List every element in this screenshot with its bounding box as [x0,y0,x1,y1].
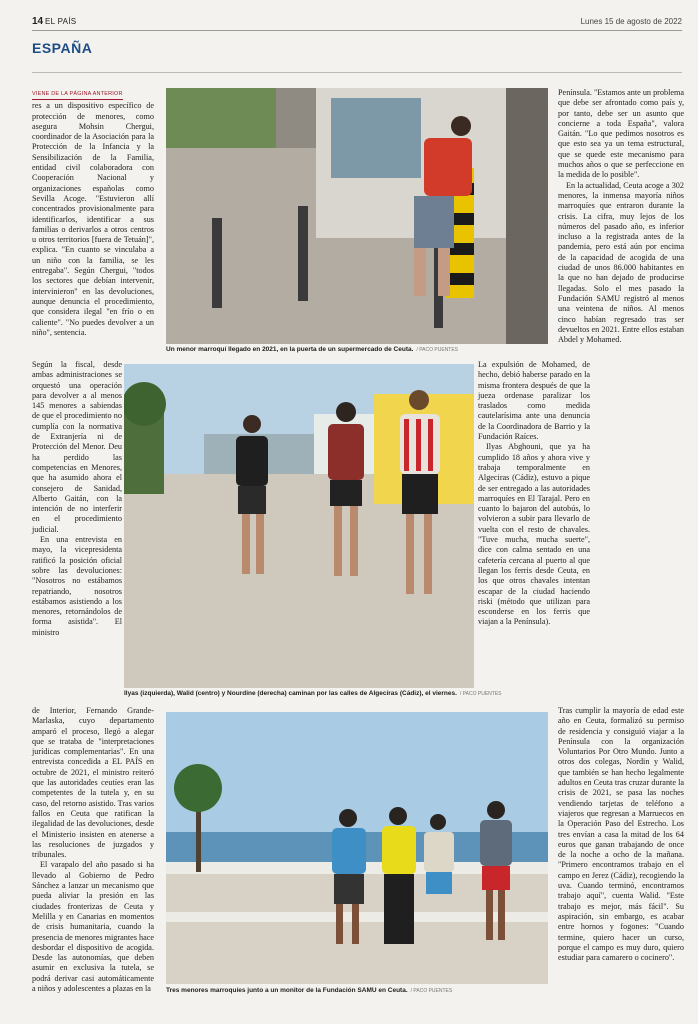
paragraph: Según la fiscal, desde ambas administraciones se orquestó una operación para devolver a al menos 145 menores a sabiendas de que el procedimiento no cumplía con la normativa de Extranjería ni de Protección del Menor. Deu ha perdido las competencias en Menores, que ha asumido ahora el consejero de Sanidad, Alberto Gaitán, con la intención de no interferir en el procedimiento judicial. [32,360,122,534]
photo-caption: Ilyas (izquierda), Walid (centro) y Nourdine (derecha) caminan por las calles de Algeciras (Cádiz), el viernes. / PACO PUENTES [124,690,502,697]
left-column-top [32,88,154,338]
left-column-mid [32,360,122,638]
page-header [32,14,682,30]
paragraph: En la actualidad, Ceuta acoge a 302 menores, la inmensa mayoría niños marroquíes que entraron durante la crisis. La cifra, muy lejos de los números del pasado año, es inferior incluso a la registrada antes de la pandemia, pero está aún por encima de la capacidad de acogida de una ciudad de unos 86.000 habitantes en la que no han dejado de producirse llegadas. Solo el mes pasado la Fundación SAMU registró al menos una veintena de niños. Al menos cinco habían regresado tras ser devueltos en 2021. Entre ellos estaban Abdel y Mohamed. [558,180,684,345]
section-rule [32,72,682,73]
paragraph: res a un dispositivo específico de protección de menores, como asegura Mohsin Chergui, coordinador de la Asociación para la Protección de la Infancia y la Sensibilización de la Familia, entidad civil colaboradora con Cooperación Nacional y organizaciones españolas como Sevilla Acoge. "Estuvieron allí concentrados provisionalmente para identificarlos, identificar a sus familias o derivarlos a otros centros u otros territorios [fuera de Tetuán]", explica. "En cuanto se vinculaba a un niño con la familia, se les entregaba". Según Chergui, "todos los sectores que debían intervenir, intervinieron" en las devoluciones, aunque denuncia el procedimiento, que considera ilegal "en frío o en caliente". "No puedes devolver a un niño", sentencia. [32,101,154,337]
paragraph: de Interior, Fernando Grande-Marlaska, cuyo departamento amparó el proceso, llegó a alegar que se trataba de "interpretaciones jurídicas complementarias". En una entrevista concedida a EL PAÍS en octubre de 2021, el ministro reiteró que las autoridades ceutíes eran las competentes de la tutela y, en su caso, del retorno asistido. Tras varios fallos en Ceuta que ratifican la ilegalidad de las devoluciones, desde el Ministerio insisten en atenerse a las resoluciones de juzgados y tribunales. [32,706,154,860]
right-column-mid [478,360,590,628]
photo-supermarket [166,88,548,344]
page-number: 14 [32,16,44,27]
kicker: VIENE DE LA PÁGINA ANTERIOR [32,89,123,100]
right-column-bottom [558,706,684,963]
section-title: ESPAÑA [32,40,93,56]
photo-algeciras [124,364,474,688]
paragraph: El varapalo del año pasado si ha llevado al Gobierno de Pedro Sánchez a lanzar un mecanismo que pueda aliviar la presión en las ciudades fronterizas de Ceuta y Melilla y en Canarias en momentos de crisis humanitaria, cuando la presencia de menores migrantes hace desbordar el dispositivo de acogida. Desde las autonomías, que deben asumir en exclusiva la tutela, se podrá derivar casi automáticamente a niños y adolescentes a plazas en la [32,860,154,994]
paragraph: Ilyas Abghouni, que ya ha cumplido 18 años y ahora vive y trabaja temporalmente en Algeciras (Cádiz), estuvo a pique de ser entregado a las autoridades marroquíes en El Tarajal. Pero en cuanto lo bajaron del autobús, lo volvieron a subir para llevarlo de vuelta con el resto de chavales. "Tuve mucha, mucha suerte", dice con calma sentado en una cafetería cercana al puerto al que llegan los ferris desde Ceuta, en los que otros chavales intentan escapar de la ciudad haciendo riski (método que utilizan para esconderse en los ferris que viajan a la Península). [478,442,590,627]
paragraph: La expulsión de Mohamed, de hecho, debió haberse parado en la misma frontera después de que la jueza ordenase paralizar los traslados como medida cautelarísima ante una denuncia de la Coordinadora de Barrio y la Fundación Raíces. [478,360,590,442]
photo-caption: Un menor marroquí llegado en 2021, en la puerta de un supermercado de Ceuta. / PACO PUENTES [166,346,459,353]
right-column-top [558,88,684,345]
paragraph: Península. "Estamos ante un problema que debe ser afrontado como país y, por tanto, debe ser un asunto que concierne a toda España", valora Gaitán. "Lo que pedimos nosotros es que esto sea ya un tema estructural, que se quede este mecanismo para muchos años o que se perfeccione en la medida de lo posible". [558,88,684,180]
photo-samu-monitor [166,712,548,984]
paragraph: Tras cumplir la mayoría de edad este año en Ceuta, formalizó su permiso de residencia y consiguió viajar a la Península con la organización Voluntarios Por Otro Mundo. Junto a otros dos colegas, Nordin y Walid, que también se han hecho legalmente adultos en Ceuta tras cruzar durante la crisis de 2021, se pasa las noches vendiendo tarjetas de teléfono a viajeros que regresan a Marruecos en la Operación Paso del Estrecho. Los tres envían a casa la mitad de los 64 euros que ganan trabajando de once de la noche a ocho de la mañana. "Primero encontramos trabajo en el campo en Jerez (Cádiz), recogiendo la uva. Cuando terminó, encontramos trabajo aquí", cuenta Walid. "Este trabajo es mejor, más fácil". Su aspiración, sin embargo, es acabar entre hornos y fogones: "Cuando termine, quiero hacer un curso, porque el campo es muy duro, quiero estudiar para camarero o cocinero". [558,706,684,963]
newspaper-name: EL PAÍS [45,17,77,26]
header-rule [32,30,682,31]
issue-date: Lunes 15 de agosto de 2022 [580,17,682,26]
paragraph: En una entrevista en mayo, la vicepresidenta ratificó la posición oficial sobre las devoluciones: "Nosotros no estábamos repatriando, nosotros estábamos asistiendo a los menores, retornándolos de forma asistida". El ministro [32,535,122,637]
left-column-bottom [32,706,154,994]
photo-caption: Tres menores marroquíes junto a un monitor de la Fundación SAMU en Ceuta. / PACO PUENTES [166,987,453,994]
